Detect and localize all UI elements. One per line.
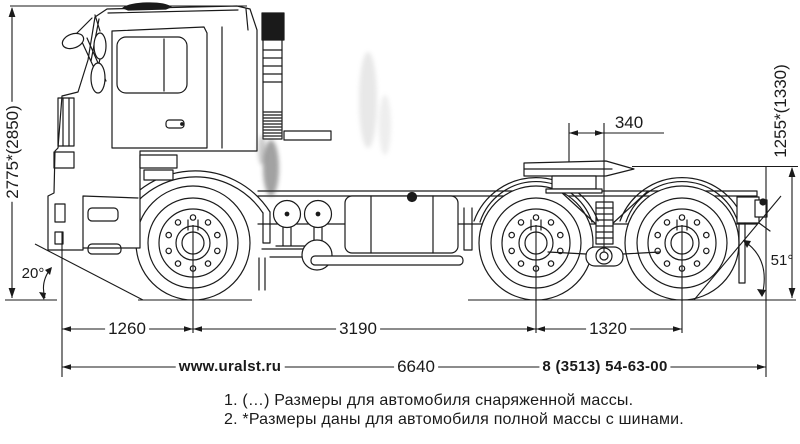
main-mirror (94, 33, 106, 59)
wide-angle-mirror (91, 63, 105, 93)
bogie-front-mudflap (464, 208, 472, 250)
dim-overall-length: 6640 (394, 358, 438, 376)
website-watermark: www.uralst.ru (176, 359, 285, 375)
dim-approach-angle: 20° (21, 265, 45, 283)
fuel-tank (311, 193, 463, 266)
air-intake-stack (262, 13, 284, 139)
note-gross-weight: 2. *Размеры даны для автомобиля полной массы с шинами. (224, 411, 684, 428)
dim-bogie-base: 1320 (586, 320, 630, 338)
catwalk (284, 131, 331, 140)
cab-steps (140, 155, 177, 168)
dim-overall-height: 2775*(2850) (4, 102, 22, 202)
note-curb-weight: 1. (…) Размеры для автомобиля снаряженной массы. (224, 392, 634, 409)
kerb-mirror (60, 31, 85, 52)
rear-lamp-bracket (737, 197, 770, 283)
dim-departure-angle: 51° (770, 252, 794, 270)
dim-fifth-wheel-offset: 340 (612, 114, 646, 132)
dim-wheelbase: 3190 (336, 320, 380, 338)
air-tanks (274, 201, 332, 247)
dim-fifth-wheel-height: 1255*(1330) (772, 61, 790, 161)
dim-front-overhang: 1260 (105, 320, 149, 338)
phone-watermark: 8 (3513) 54-63-00 (539, 359, 670, 375)
